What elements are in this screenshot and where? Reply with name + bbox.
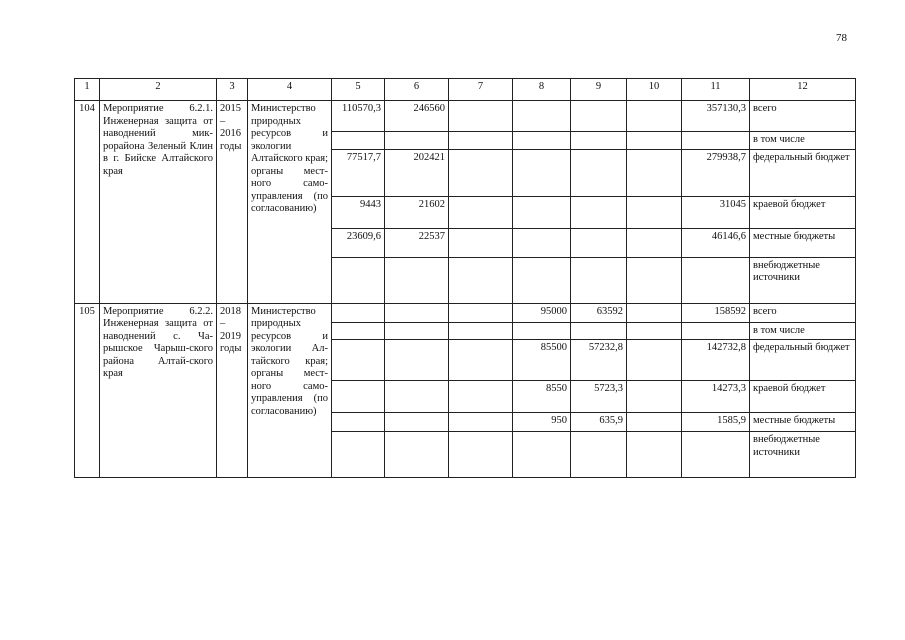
cell-col7 xyxy=(449,132,513,150)
cell-source: всего xyxy=(750,101,856,132)
cell-col10 xyxy=(627,413,682,432)
cell-col6 xyxy=(385,340,449,381)
cell-col5: 9443 xyxy=(332,196,385,228)
cell-col8 xyxy=(513,101,571,132)
cell-col7 xyxy=(449,303,513,322)
cell-col5 xyxy=(332,381,385,413)
cell-col5 xyxy=(332,303,385,322)
cell-col10 xyxy=(627,432,682,478)
cell-col7 xyxy=(449,340,513,381)
cell-col11 xyxy=(682,322,750,340)
cell-col5: 77517,7 xyxy=(332,149,385,196)
cell-col9 xyxy=(571,322,627,340)
table-row xyxy=(75,101,856,132)
budget-table xyxy=(74,78,856,478)
cell-col10 xyxy=(627,340,682,381)
header-cell: 4 xyxy=(248,79,332,101)
header-cell: 5 xyxy=(332,79,385,101)
header-cell: 6 xyxy=(385,79,449,101)
cell-col5 xyxy=(332,322,385,340)
cell-col8 xyxy=(513,196,571,228)
header-cell: 2 xyxy=(100,79,217,101)
cell-col9 xyxy=(571,149,627,196)
cell-col7 xyxy=(449,196,513,228)
header-cell: 11 xyxy=(682,79,750,101)
cell-col11: 31045 xyxy=(682,196,750,228)
cell-col7 xyxy=(449,432,513,478)
cell-col6: 21602 xyxy=(385,196,449,228)
cell-col9 xyxy=(571,132,627,150)
measure-executor: Министерство природных ресурсов и экологии Ал-тайского края; органы мест-ного само-управления (по согласованию) xyxy=(248,303,332,478)
cell-col10 xyxy=(627,303,682,322)
cell-source: в том числе xyxy=(750,322,856,340)
cell-source: краевой бюджет xyxy=(750,196,856,228)
measure-name: Мероприятие 6.2.1. Инженерная защита от наводнений мик-рорайона Зеленый Клин в г. Бийске Алтайского края xyxy=(100,101,217,304)
header-cell: 12 xyxy=(750,79,856,101)
cell-col7 xyxy=(449,413,513,432)
cell-col11: 142732,8 xyxy=(682,340,750,381)
cell-col6 xyxy=(385,432,449,478)
header-row xyxy=(75,79,856,101)
cell-col11 xyxy=(682,132,750,150)
cell-col10 xyxy=(627,257,682,303)
cell-col7 xyxy=(449,381,513,413)
cell-col6 xyxy=(385,413,449,432)
cell-col5: 110570,3 xyxy=(332,101,385,132)
cell-source: местные бюджеты xyxy=(750,413,856,432)
cell-col10 xyxy=(627,149,682,196)
cell-col8 xyxy=(513,132,571,150)
cell-source: федеральный бюджет xyxy=(750,340,856,381)
cell-col6 xyxy=(385,322,449,340)
measure-name: Мероприятие 6.2.2. Инженерная защита от наводнений с. Ча-рышское Чарыш-ского района Алтай-ского края xyxy=(100,303,217,478)
cell-col6: 246560 xyxy=(385,101,449,132)
cell-col8 xyxy=(513,149,571,196)
cell-col7 xyxy=(449,149,513,196)
cell-col9: 635,9 xyxy=(571,413,627,432)
cell-col8: 8550 xyxy=(513,381,571,413)
cell-col8: 95000 xyxy=(513,303,571,322)
cell-col6 xyxy=(385,381,449,413)
cell-col10 xyxy=(627,228,682,257)
cell-col5 xyxy=(332,432,385,478)
cell-col7 xyxy=(449,228,513,257)
cell-col6 xyxy=(385,257,449,303)
cell-col11 xyxy=(682,257,750,303)
cell-col10 xyxy=(627,101,682,132)
cell-col8 xyxy=(513,228,571,257)
cell-col5 xyxy=(332,257,385,303)
cell-col8 xyxy=(513,257,571,303)
cell-col9 xyxy=(571,257,627,303)
header-cell: 9 xyxy=(571,79,627,101)
cell-col11 xyxy=(682,432,750,478)
table-row xyxy=(75,303,856,322)
row-number: 105 xyxy=(75,303,100,478)
cell-col9 xyxy=(571,101,627,132)
cell-col6: 22537 xyxy=(385,228,449,257)
cell-col9: 5723,3 xyxy=(571,381,627,413)
cell-col5 xyxy=(332,340,385,381)
cell-col7 xyxy=(449,322,513,340)
cell-col8 xyxy=(513,322,571,340)
cell-col11: 158592 xyxy=(682,303,750,322)
cell-col8: 950 xyxy=(513,413,571,432)
cell-col7 xyxy=(449,101,513,132)
measure-years: 2015 – 2016 годы xyxy=(217,101,248,304)
cell-col11: 279938,7 xyxy=(682,149,750,196)
cell-col7 xyxy=(449,257,513,303)
header-cell: 10 xyxy=(627,79,682,101)
header-cell: 1 xyxy=(75,79,100,101)
cell-source: местные бюджеты xyxy=(750,228,856,257)
cell-col8 xyxy=(513,432,571,478)
cell-col10 xyxy=(627,132,682,150)
cell-col11: 1585,9 xyxy=(682,413,750,432)
cell-col6 xyxy=(385,303,449,322)
cell-col9 xyxy=(571,196,627,228)
cell-col10 xyxy=(627,381,682,413)
measure-executor: Министерство природных ресурсов и экологии Алтайского края; органы мест-ного само-управления (по согласованию) xyxy=(248,101,332,304)
page-number: 78 xyxy=(836,32,847,44)
cell-source: краевой бюджет xyxy=(750,381,856,413)
cell-col11: 14273,3 xyxy=(682,381,750,413)
cell-col5 xyxy=(332,413,385,432)
header-cell: 8 xyxy=(513,79,571,101)
measure-years: 2018 – 2019 годы xyxy=(217,303,248,478)
cell-source: внебюджетные источники xyxy=(750,432,856,478)
cell-col6 xyxy=(385,132,449,150)
cell-col5: 23609,6 xyxy=(332,228,385,257)
cell-source: внебюджетные источники xyxy=(750,257,856,303)
cell-source: в том числе xyxy=(750,132,856,150)
cell-col5 xyxy=(332,132,385,150)
cell-source: всего xyxy=(750,303,856,322)
cell-source: федеральный бюджет xyxy=(750,149,856,196)
cell-col11: 46146,6 xyxy=(682,228,750,257)
cell-col9 xyxy=(571,432,627,478)
cell-col6: 202421 xyxy=(385,149,449,196)
cell-col8: 85500 xyxy=(513,340,571,381)
cell-col9 xyxy=(571,228,627,257)
cell-col10 xyxy=(627,322,682,340)
header-cell: 7 xyxy=(449,79,513,101)
row-number: 104 xyxy=(75,101,100,304)
cell-col10 xyxy=(627,196,682,228)
cell-col9: 57232,8 xyxy=(571,340,627,381)
cell-col9: 63592 xyxy=(571,303,627,322)
cell-col11: 357130,3 xyxy=(682,101,750,132)
header-cell: 3 xyxy=(217,79,248,101)
